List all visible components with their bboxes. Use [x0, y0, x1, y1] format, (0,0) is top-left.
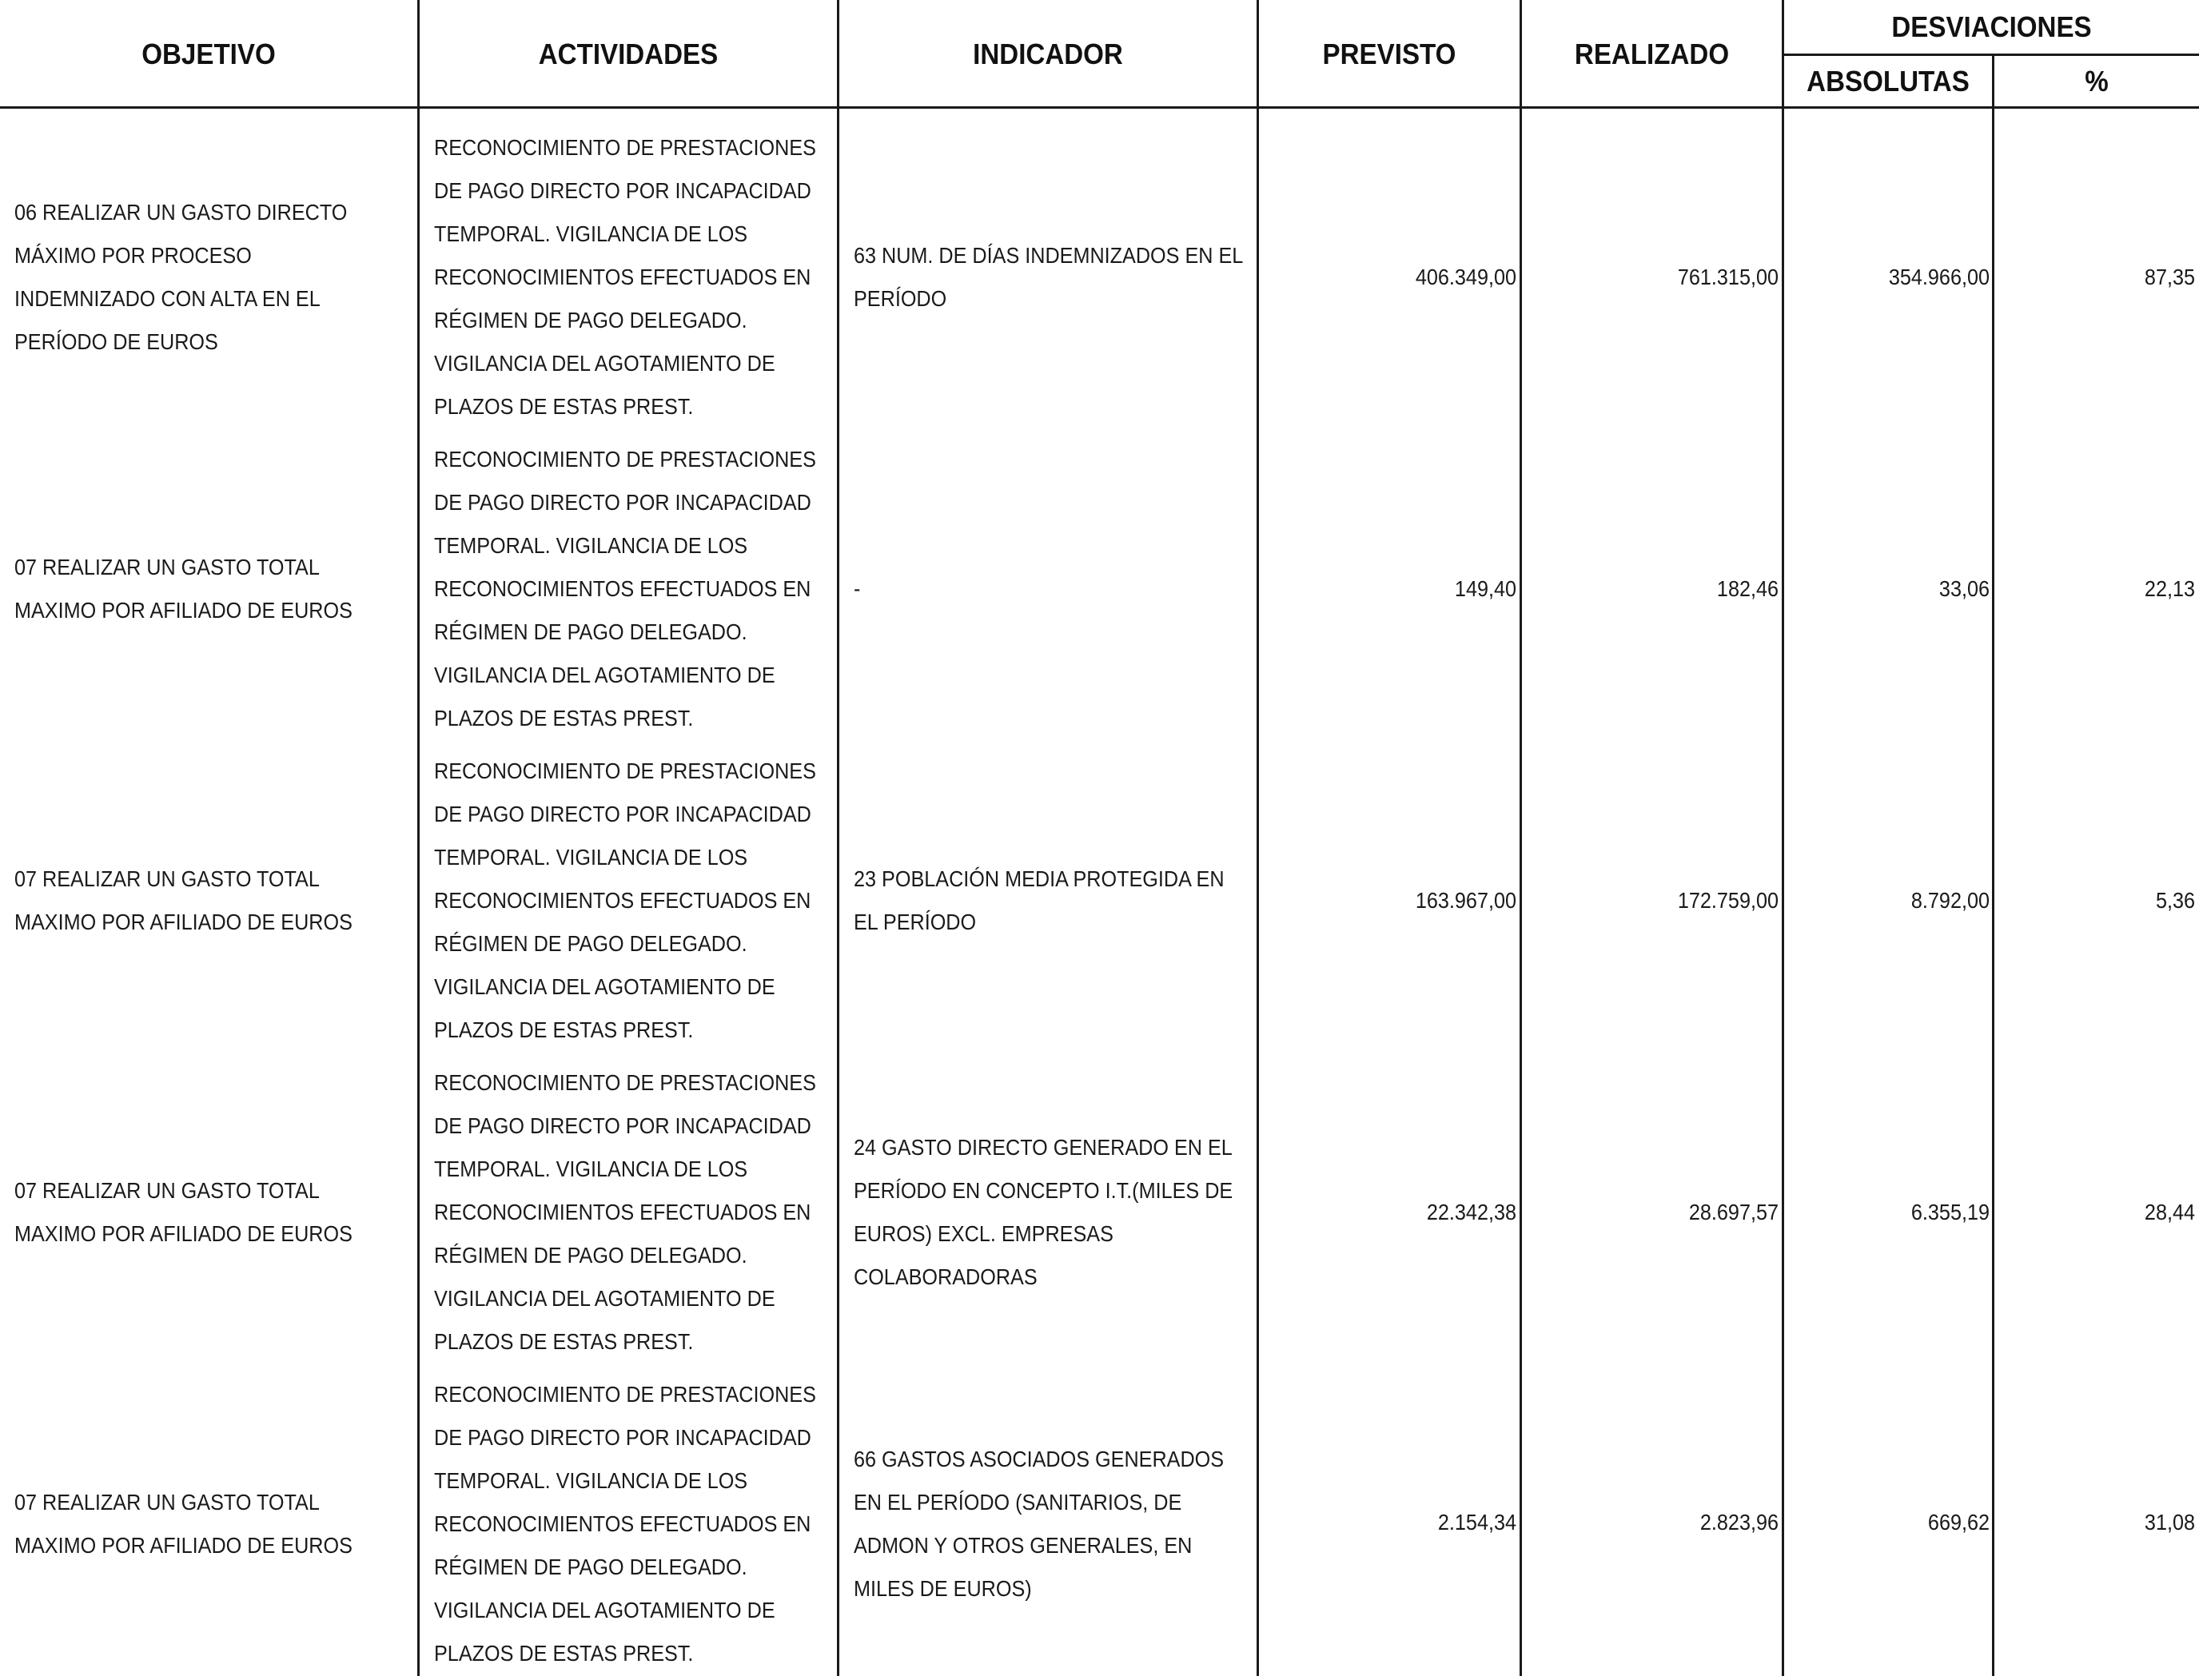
table-row-indicador: 24 GASTO DIRECTO GENERADO EN EL PERÍODO EN CONCEPTO I.T.(MILES DE EUROS) EXCL. EMPRESAS COLABORADORAS — [854, 1135, 1233, 1289]
table-row-absolutas: 8.792,00 — [1910, 888, 1990, 913]
table-row-porcentaje: 22,13 — [2144, 576, 2195, 601]
table-row-objetivo: 06 REALIZAR UN GASTO DIRECTO MÁXIMO POR PROCESO INDEMNIZADO CON ALTA EN EL PERÍODO DE EUROS — [14, 200, 348, 354]
table-row-indicador: 23 POBLACIÓN MEDIA PROTEGIDA EN EL PERÍODO — [854, 866, 1225, 934]
table-row-absolutas: 669,62 — [1927, 1509, 1990, 1535]
table-row-indicador: 63 NUM. DE DÍAS INDEMNIZADOS EN EL PERÍODO — [854, 243, 1243, 311]
table-row-realizado: 172.759,00 — [1677, 888, 1779, 913]
header-realizado: REALIZADO — [1574, 38, 1730, 70]
column-divider — [417, 0, 420, 1676]
table-row-objetivo: 07 REALIZAR UN GASTO TOTAL MAXIMO POR AFILIADO DE EUROS — [14, 555, 353, 623]
table-row-porcentaje: 28,44 — [2144, 1200, 2195, 1224]
column-divider — [837, 0, 839, 1676]
table-row-realizado: 2.823,96 — [1699, 1509, 1779, 1535]
header-indicador: INDICADOR — [973, 38, 1123, 70]
table-row-actividades: RECONOCIMIENTO DE PRESTACIONES DE PAGO DIRECTO POR INCAPACIDAD TEMPORAL. VIGILANCIA DE LOS RECONOCIMIENTOS EFECTUADOS EN RÉGIMEN DE PAGO DELEGADO. VIGILANCIA DEL AGOTAMIENTO DE PLAZOS DE ESTAS PREST. — [434, 135, 816, 419]
table-row-previsto: 2.154,34 — [1437, 1509, 1516, 1535]
table-row-actividades: RECONOCIMIENTO DE PRESTACIONES DE PAGO DIRECTO POR INCAPACIDAD TEMPORAL. VIGILANCIA DE LOS RECONOCIMIENTOS EFECTUADOS EN RÉGIMEN DE PAGO DELEGADO. VIGILANCIA DEL AGOTAMIENTO DE PLAZOS DE ESTAS PREST. — [434, 1070, 816, 1354]
column-divider — [1520, 0, 1522, 1676]
header-absolutas: ABSOLUTAS — [1807, 64, 1970, 98]
header-previsto: PREVISTO — [1322, 38, 1456, 70]
table-row-objetivo: 07 REALIZAR UN GASTO TOTAL MAXIMO POR AFILIADO DE EUROS — [14, 1490, 353, 1558]
table-row-objetivo: 07 REALIZAR UN GASTO TOTAL MAXIMO POR AFILIADO DE EUROS — [14, 1178, 353, 1246]
table-row-previsto: 149,40 — [1454, 576, 1516, 601]
column-divider — [1782, 0, 1784, 1676]
table-row-porcentaje: 5,36 — [2155, 888, 2195, 913]
header-desviaciones: DESVIACIONES — [1891, 10, 2092, 43]
table-row-previsto: 406.349,00 — [1415, 265, 1516, 289]
table-row-objetivo: 07 REALIZAR UN GASTO TOTAL MAXIMO POR AFILIADO DE EUROS — [14, 866, 353, 934]
table-row-actividades: RECONOCIMIENTO DE PRESTACIONES DE PAGO DIRECTO POR INCAPACIDAD TEMPORAL. VIGILANCIA DE LOS RECONOCIMIENTOS EFECTUADOS EN RÉGIMEN DE PAGO DELEGADO. VIGILANCIA DEL AGOTAMIENTO DE PLAZOS DE ESTAS PREST. — [434, 758, 816, 1042]
column-divider — [1992, 54, 1994, 1676]
table-row-absolutas: 354.966,00 — [1888, 265, 1990, 289]
header-porcentaje: % — [2085, 64, 2109, 98]
column-divider — [1257, 0, 1259, 1676]
table-row-indicador: 66 GASTOS ASOCIADOS GENERADOS EN EL PERÍODO (SANITARIOS, DE ADMON Y OTROS GENERALES, EN MILES DE EUROS) — [854, 1447, 1225, 1601]
table-row-actividades: RECONOCIMIENTO DE PRESTACIONES DE PAGO DIRECTO POR INCAPACIDAD TEMPORAL. VIGILANCIA DE LOS RECONOCIMIENTOS EFECTUADOS EN RÉGIMEN DE PAGO DELEGADO. VIGILANCIA DEL AGOTAMIENTO DE PLAZOS DE ESTAS PREST. — [434, 447, 816, 731]
table-row-porcentaje: 87,35 — [2144, 265, 2195, 289]
header-objetivo: OBJETIVO — [141, 38, 276, 70]
table-row-realizado: 761.315,00 — [1677, 265, 1779, 289]
header-actividades: ACTIVIDADES — [538, 38, 719, 70]
table-row-absolutas: 6.355,19 — [1910, 1200, 1990, 1224]
table-row-indicador: - — [854, 576, 861, 601]
table-row-previsto: 22.342,38 — [1426, 1200, 1516, 1224]
table-row-realizado: 182,46 — [1716, 576, 1779, 601]
table-row-porcentaje: 31,08 — [2144, 1509, 2195, 1535]
table-row-previsto: 163.967,00 — [1415, 888, 1516, 913]
table-row-realizado: 28.697,57 — [1688, 1200, 1779, 1224]
table-row-absolutas: 33,06 — [1938, 576, 1990, 601]
table-row-actividades: RECONOCIMIENTO DE PRESTACIONES DE PAGO DIRECTO POR INCAPACIDAD TEMPORAL. VIGILANCIA DE LOS RECONOCIMIENTOS EFECTUADOS EN RÉGIMEN DE PAGO DELEGADO. VIGILANCIA DEL AGOTAMIENTO DE PLAZOS DE ESTAS PREST. — [434, 1382, 816, 1666]
